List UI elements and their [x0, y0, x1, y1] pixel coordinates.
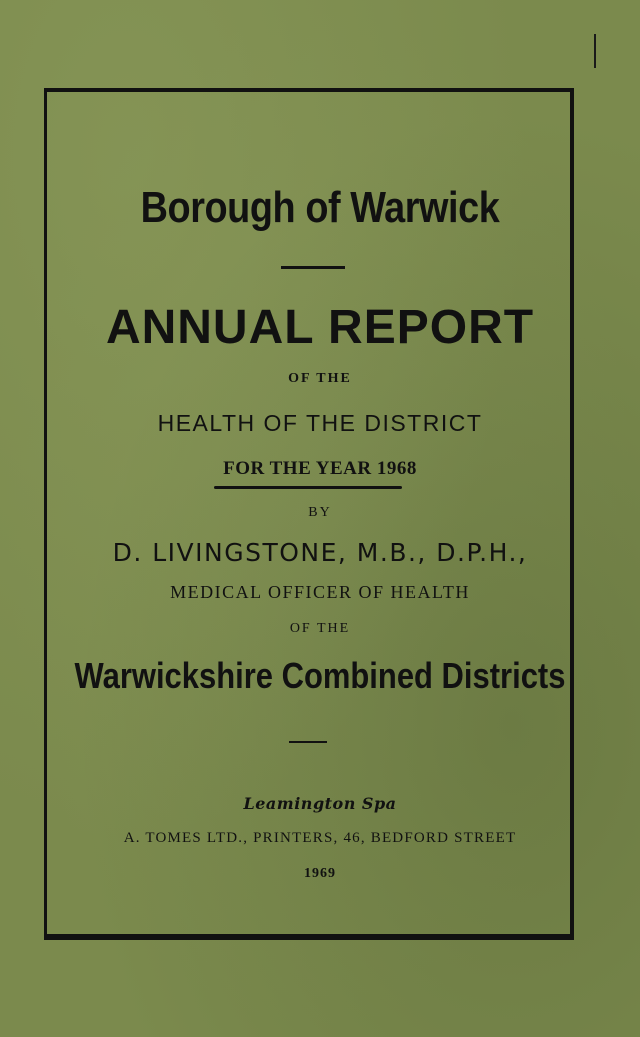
report-title: ANNUAL REPORT: [105, 301, 535, 354]
report-subject: HEALTH OF THE DISTRICT: [157, 410, 483, 436]
imprint-divider-rule: [289, 741, 327, 743]
by-text: BY: [308, 505, 332, 520]
year-underline-rule: [214, 486, 402, 489]
imprint-printer: A. TOMES LTD., PRINTERS, 46, BEDFORD STREET: [123, 830, 517, 846]
corner-mark: [594, 34, 596, 68]
author-role: MEDICAL OFFICER OF HEALTH: [170, 582, 470, 602]
of-the-text-2: OF THE: [289, 621, 351, 636]
of-the-text: OF THE: [288, 371, 352, 386]
imprint-place: Leamington Spa: [243, 794, 397, 813]
report-year-line: FOR THE YEAR 1968: [223, 458, 417, 479]
publication-year: 1969: [304, 866, 336, 881]
districts-heading: Warwickshire Combined Districts: [74, 655, 566, 696]
title-divider-rule: [281, 266, 345, 269]
author-name: D. LIVINGSTONE, M.B., D.P.H.,: [112, 538, 528, 567]
borough-heading: Borough of Warwick: [140, 183, 500, 232]
